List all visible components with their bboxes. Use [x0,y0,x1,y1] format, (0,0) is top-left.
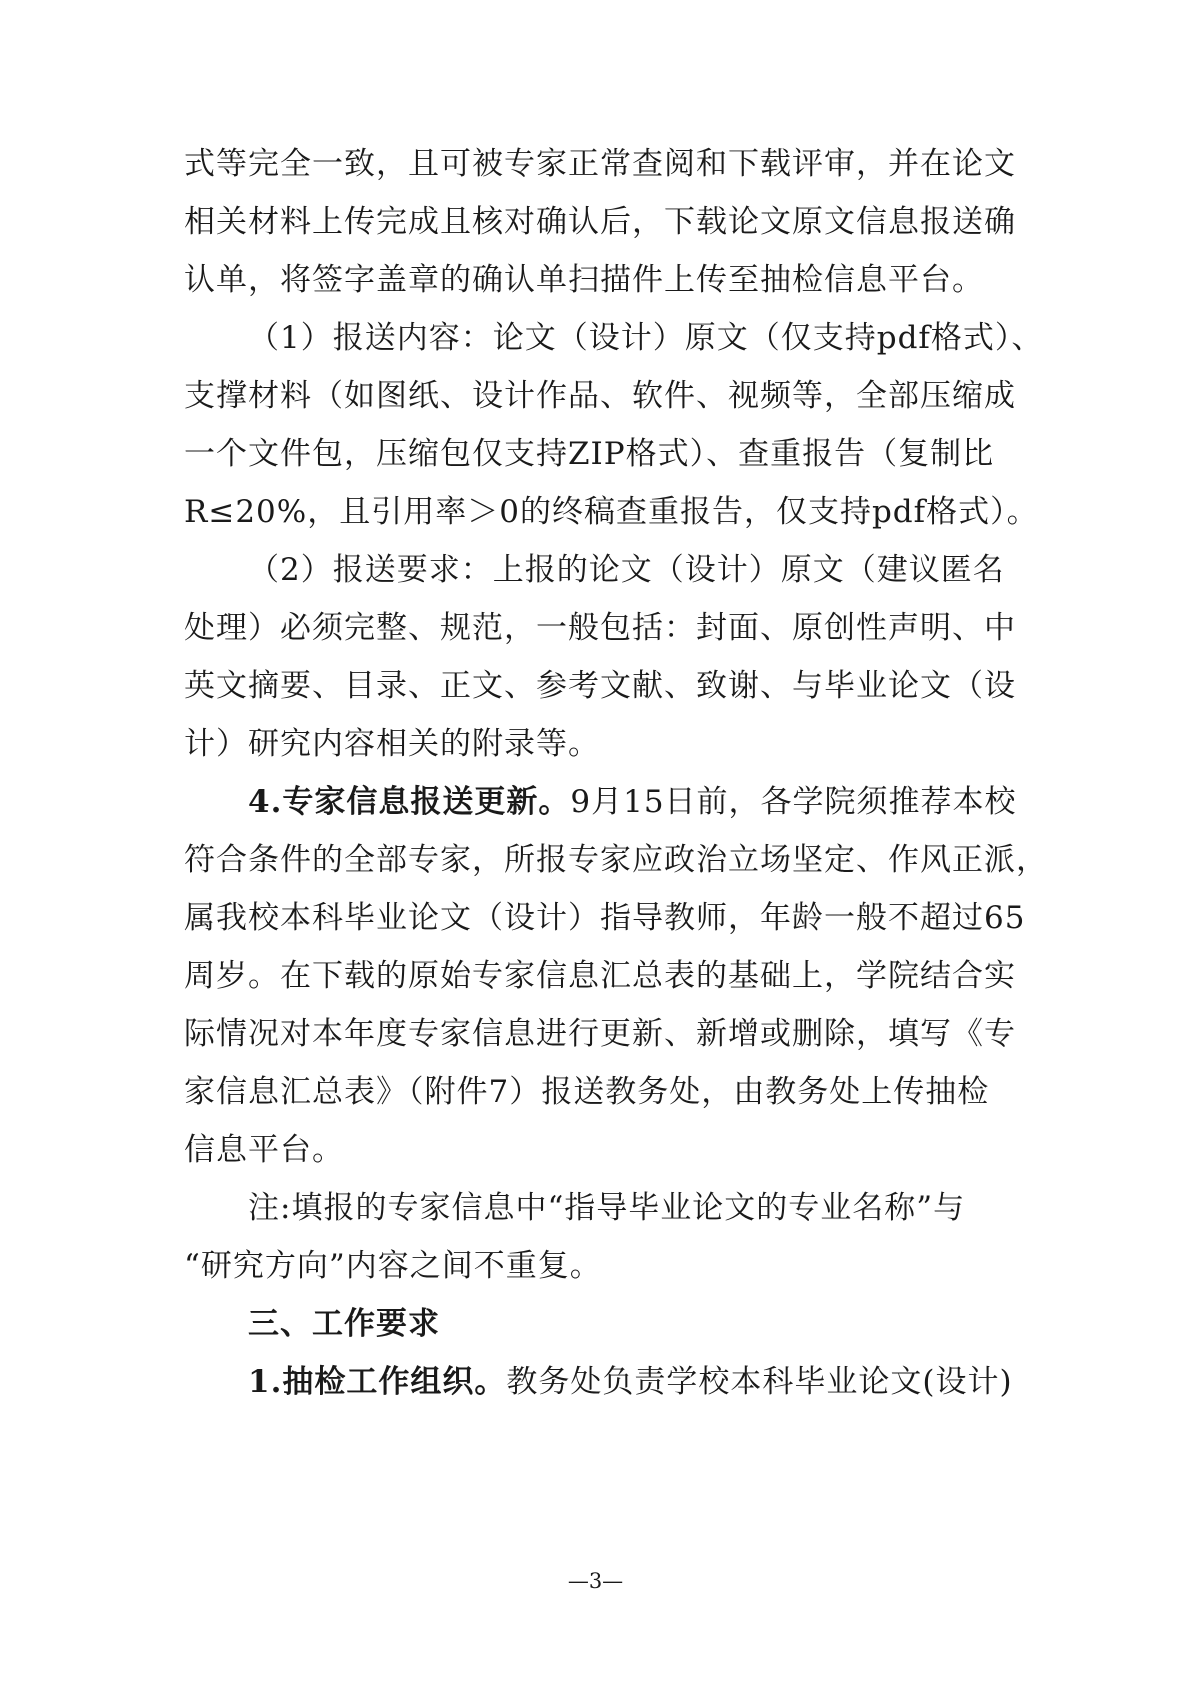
text-line-13: 符合条件的全部专家，所报专家应政治立场坚定、作风正派， [184,842,1048,878]
section-1-heading-line [248,1360,1014,1404]
section-4-text: 9月15日前，各学院须推荐本校 [570,784,1017,820]
text-line-2: 相关材料上传完成且核对确认后，下载论文原文信息报送确 [184,204,1016,240]
section-1-text: 教务处负责学校本科毕业论文(设计) [506,1364,1013,1400]
text-line-18: 信息平台。 [184,1132,344,1168]
text-line-17: 家信息汇总表》（附件7）报送教务处，由教务处上传抽检 [184,1074,990,1110]
page-number: —3— [567,1569,624,1593]
text-line-10: 英文摘要、目录、正文、参考文献、致谢、与毕业论文（设 [184,668,1016,704]
text-line-6: 一个文件包，压缩包仅支持ZIP格式）、查重报告（复制比 [184,436,995,472]
text-line-14: 属我校本科毕业论文（设计）指导教师，年龄一般不超过65 [184,900,1026,936]
text-line-5: 支撑材料（如图纸、设计作品、软件、视频等，全部压缩成 [184,378,1016,414]
text-line-7: R≤20%，且引用率＞0的终稿查重报告，仅支持pdf格式）。 [184,494,1039,530]
text-line-8: （2）报送要求：上报的论文（设计）原文（建议匿名 [248,552,1005,588]
note-line-1: 注:填报的专家信息中“指导毕业论文的专业名称”与 [248,1190,966,1226]
text-line-1: 式等完全一致，且可被专家正常查阅和下载评审，并在论文 [184,146,1016,182]
section-4-heading: 4.专家信息报送更新。 [248,784,571,820]
section-3-title: 三、工作要求 [248,1306,440,1342]
text-line-3: 认单，将签字盖章的确认单扫描件上传至抽检信息平台。 [184,262,984,298]
text-line-16: 际情况对本年度专家信息进行更新、新增或删除，填写《专 [184,1016,1016,1052]
note-line-2: “研究方向”内容之间不重复。 [184,1248,602,1284]
text-line-9: 处理）必须完整、规范，一般包括：封面、原创性声明、中 [184,610,1016,646]
text-line-15: 周岁。在下载的原始专家信息汇总表的基础上，学院结合实 [184,958,1016,994]
section-4-heading-line [248,780,1017,824]
section-1-heading: 1.抽检工作组织。 [248,1364,507,1400]
text-line-11: 计）研究内容相关的附录等。 [184,726,600,762]
text-line-4: （1）报送内容：论文（设计）原文（仅支持pdf格式）、 [248,320,1044,356]
